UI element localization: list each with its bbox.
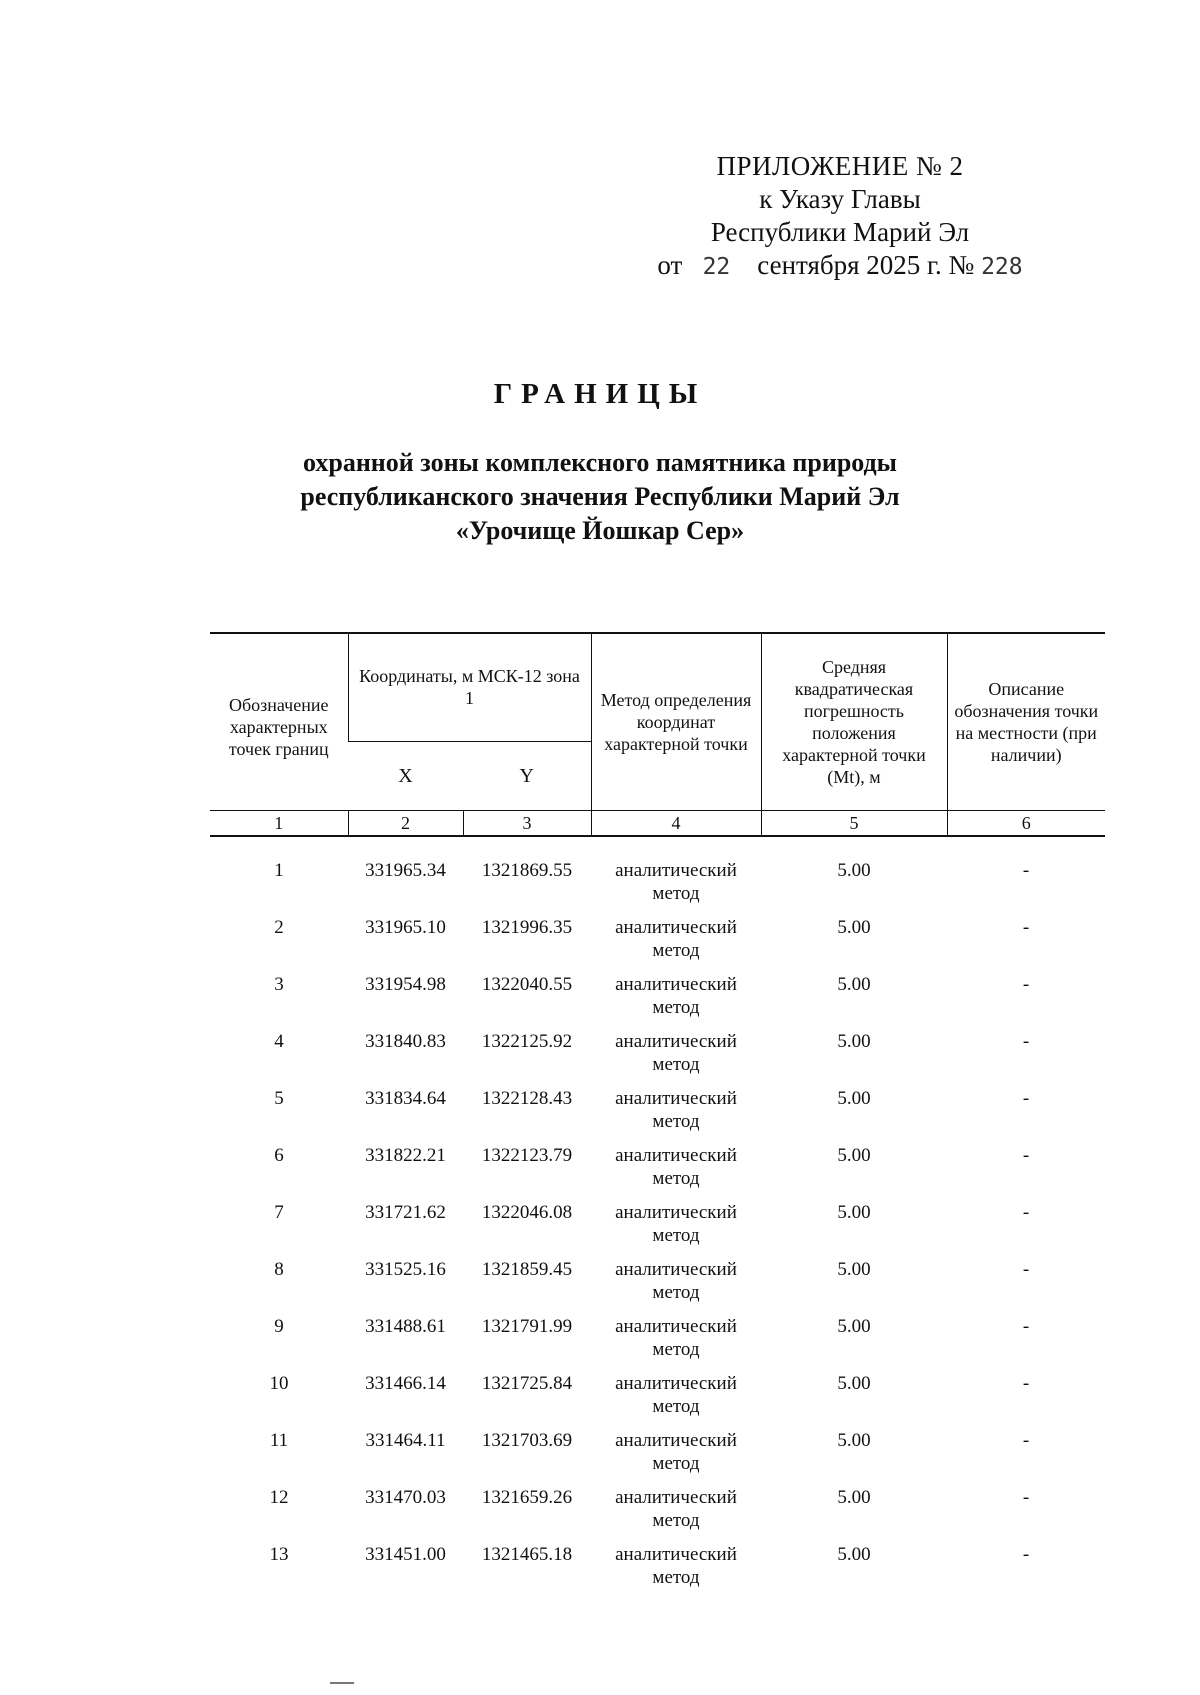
method-cell: аналитический метод xyxy=(615,1202,737,1246)
description-cell: - xyxy=(1022,1430,1030,1451)
point-number-cell: 6 xyxy=(274,1145,284,1166)
x-coordinate-cell: 331822.21 xyxy=(365,1145,446,1166)
point-number-cell: 11 xyxy=(269,1430,289,1451)
point-number-cell: 3 xyxy=(274,974,284,995)
description-cell: - xyxy=(1022,1088,1030,1109)
table-row xyxy=(210,1258,1105,1315)
y-coordinate-cell: 1321659.26 xyxy=(481,1487,573,1508)
x-coordinate-cell: 331488.61 xyxy=(365,1316,446,1337)
point-number-cell: 1 xyxy=(274,860,284,881)
column-number: 1 xyxy=(210,811,348,837)
description-cell: - xyxy=(1022,1202,1030,1223)
description-cell: - xyxy=(1022,974,1030,995)
x-coordinate-cell: 331954.98 xyxy=(365,974,446,995)
header-description: Описание обозначения точки на местности (при наличии) xyxy=(947,633,1105,811)
coordinates-table xyxy=(210,632,1105,1600)
table-row xyxy=(210,1429,1105,1486)
y-coordinate-cell: 1321791.99 xyxy=(481,1316,573,1337)
header-y: Y xyxy=(463,741,591,810)
error-cell: 5.00 xyxy=(837,974,871,995)
point-number-cell: 9 xyxy=(274,1316,284,1337)
method-cell: аналитический метод xyxy=(615,1316,737,1360)
subtitle-line-3: «Урочище Йошкар Сер» xyxy=(455,516,745,545)
page-subtitle xyxy=(0,446,1200,548)
method-cell: аналитический метод xyxy=(615,1430,737,1474)
point-number-cell: 8 xyxy=(274,1259,284,1280)
x-coordinate-cell: 331525.16 xyxy=(365,1259,446,1280)
appendix-republic: Республики Марий Эл xyxy=(710,217,970,247)
method-cell: аналитический метод xyxy=(615,1259,737,1303)
y-coordinate-cell: 1322046.08 xyxy=(481,1202,573,1223)
x-coordinate-cell: 331466.14 xyxy=(365,1373,446,1394)
error-cell: 5.00 xyxy=(837,1088,871,1109)
error-cell: 5.00 xyxy=(837,1259,871,1280)
method-cell: аналитический метод xyxy=(615,1373,737,1417)
description-cell: - xyxy=(1022,1544,1030,1565)
point-number-cell: 7 xyxy=(274,1202,284,1223)
error-cell: 5.00 xyxy=(837,917,871,938)
y-coordinate-cell: 1321465.18 xyxy=(481,1544,573,1565)
y-coordinate-cell: 1321725.84 xyxy=(481,1373,573,1394)
method-cell: аналитический метод xyxy=(615,1145,737,1189)
table-row xyxy=(210,836,1105,916)
footer-mark xyxy=(330,1682,354,1684)
y-coordinate-cell: 1321996.35 xyxy=(481,917,573,938)
subtitle-line-2: республиканского значения Республики Марий Эл xyxy=(300,482,900,511)
column-number: 3 xyxy=(463,811,591,837)
header-point: Обозначение характерных точек границ xyxy=(210,633,348,811)
point-number-cell: 10 xyxy=(269,1373,289,1394)
page-title: ГРАНИЦЫ xyxy=(493,378,707,410)
point-number-cell: 4 xyxy=(274,1031,284,1052)
method-cell: аналитический метод xyxy=(615,1088,737,1132)
date-day: 22 xyxy=(702,254,731,280)
description-cell: - xyxy=(1022,1373,1030,1394)
header-coords: Координаты, м МСК-12 зона 1 xyxy=(348,633,591,741)
table-header-row xyxy=(210,633,1105,741)
x-coordinate-cell: 331470.03 xyxy=(365,1487,446,1508)
description-cell: - xyxy=(1022,1031,1030,1052)
y-coordinate-cell: 1322123.79 xyxy=(481,1145,573,1166)
error-cell: 5.00 xyxy=(837,1430,871,1451)
table-row xyxy=(210,1372,1105,1429)
method-cell: аналитический метод xyxy=(615,974,737,1018)
table-row xyxy=(210,1030,1105,1087)
x-coordinate-cell: 331834.64 xyxy=(365,1088,446,1109)
table-row xyxy=(210,1543,1105,1600)
column-number: 2 xyxy=(348,811,463,837)
error-cell: 5.00 xyxy=(837,1031,871,1052)
header-method: Метод определения координат характерной точки xyxy=(591,633,761,811)
method-cell: аналитический метод xyxy=(615,917,737,961)
error-cell: 5.00 xyxy=(837,1373,871,1394)
method-cell: аналитический метод xyxy=(615,860,737,904)
x-coordinate-cell: 331464.11 xyxy=(365,1430,446,1451)
error-cell: 5.00 xyxy=(837,1145,871,1166)
table-row xyxy=(210,1201,1105,1258)
column-number: 5 xyxy=(761,811,947,837)
method-cell: аналитический метод xyxy=(615,1544,737,1588)
error-cell: 5.00 xyxy=(837,1316,871,1337)
x-coordinate-cell: 331721.62 xyxy=(365,1202,446,1223)
x-coordinate-cell: 331965.10 xyxy=(365,917,446,938)
description-cell: - xyxy=(1022,1259,1030,1280)
error-cell: 5.00 xyxy=(837,1487,871,1508)
x-coordinate-cell: 331840.83 xyxy=(365,1031,446,1052)
column-number: 6 xyxy=(947,811,1105,837)
appendix-number: ПРИЛОЖЕНИЕ № 2 xyxy=(716,151,964,181)
table-row xyxy=(210,1486,1105,1543)
appendix-block xyxy=(600,150,1080,284)
point-number-cell: 2 xyxy=(274,917,284,938)
y-coordinate-cell: 1321703.69 xyxy=(481,1430,573,1451)
y-coordinate-cell: 1322040.55 xyxy=(481,974,573,995)
y-coordinate-cell: 1322128.43 xyxy=(481,1088,573,1109)
x-coordinate-cell: 331451.00 xyxy=(365,1544,446,1565)
description-cell: - xyxy=(1022,1145,1030,1166)
description-cell: - xyxy=(1022,1316,1030,1337)
table-body xyxy=(210,836,1105,1600)
description-cell: - xyxy=(1022,1487,1030,1508)
column-number-row xyxy=(210,811,1105,837)
appendix-decree: к Указу Главы xyxy=(759,184,921,214)
description-cell: - xyxy=(1022,860,1030,881)
column-number: 4 xyxy=(591,811,761,837)
method-cell: аналитический метод xyxy=(615,1487,737,1531)
doc-number: 228 xyxy=(981,254,1023,280)
table-row xyxy=(210,1144,1105,1201)
method-cell: аналитический метод xyxy=(615,1031,737,1075)
table-row xyxy=(210,1315,1105,1372)
header-error: Средняя квадратическая погрешность положения характерной точки (Mt), м xyxy=(761,633,947,811)
table-row xyxy=(210,916,1105,973)
error-cell: 5.00 xyxy=(837,860,871,881)
date-month-year: сентября 2025 г. № xyxy=(757,250,975,280)
table-row xyxy=(210,1087,1105,1144)
point-number-cell: 13 xyxy=(269,1544,289,1565)
appendix-date-line xyxy=(600,249,1080,284)
y-coordinate-cell: 1321859.45 xyxy=(481,1259,573,1280)
description-cell: - xyxy=(1022,917,1030,938)
point-number-cell: 5 xyxy=(274,1088,284,1109)
subtitle-line-1: охранной зоны комплексного памятника природы xyxy=(303,448,897,477)
y-coordinate-cell: 1321869.55 xyxy=(481,860,573,881)
error-cell: 5.00 xyxy=(837,1202,871,1223)
x-coordinate-cell: 331965.34 xyxy=(365,860,446,881)
table-row xyxy=(210,973,1105,1030)
error-cell: 5.00 xyxy=(837,1544,871,1565)
date-prefix: от xyxy=(657,250,683,280)
y-coordinate-cell: 1322125.92 xyxy=(481,1031,573,1052)
point-number-cell: 12 xyxy=(269,1487,289,1508)
header-x: X xyxy=(348,741,463,810)
